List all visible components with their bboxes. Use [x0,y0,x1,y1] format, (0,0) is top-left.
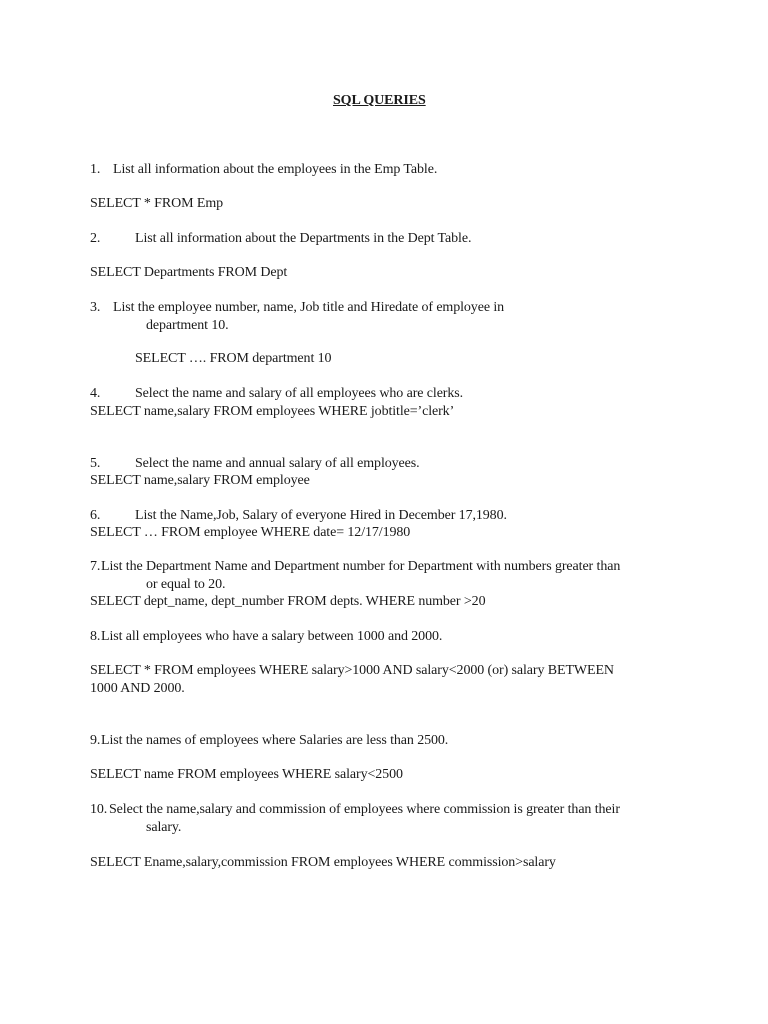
sql-answer: SELECT … FROM employee WHERE date= 12/17/1980 [90,525,411,540]
question-text-continued: department 10. [146,318,229,333]
question-text: List all information about the Departments in the Dept Table. [135,231,472,246]
question-text-continued: salary. [146,820,182,835]
sql-answer: SELECT name,salary FROM employees WHERE jobtitle=’clerk’ [90,404,455,419]
question-number: 7. [90,559,101,574]
sql-answer: SELECT * FROM employees WHERE salary>1000 AND salary<2000 (or) salary BETWEEN [90,663,614,678]
question-text: Select the name,salary and commission of employees where commission is greater than their [109,802,620,817]
question-number: 8. [90,629,101,644]
page-title: SQL QUERIES [333,93,426,108]
sql-answer-continued: 1000 AND 2000. [90,681,185,696]
sql-answer: SELECT …. FROM department 10 [135,351,332,366]
question-text: Select the name and salary of all employees who are clerks. [135,386,464,401]
question-text: List the names of employees where Salaries are less than 2500. [101,733,449,748]
question-text: List the employee number, name, Job title and Hiredate of employee in [113,300,505,315]
question-text: List the Name,Job, Salary of everyone Hired in December 17,1980. [135,508,507,523]
question-number: 2. [90,231,101,246]
question-text: Select the name and annual salary of all employees. [135,456,420,471]
question-number: 9. [90,733,101,748]
sql-answer: SELECT name FROM employees WHERE salary<2500 [90,767,403,782]
sql-answer: SELECT name,salary FROM employee [90,473,310,488]
question-number: 5. [90,456,101,471]
question-text: List all information about the employees in the Emp Table. [113,162,438,177]
sql-answer: SELECT Ename,salary,commission FROM employees WHERE commission>salary [90,855,556,870]
question-number: 3. [90,300,101,315]
sql-answer: SELECT Departments FROM Dept [90,265,288,280]
question-number: 10. [90,802,108,817]
question-text: List the Department Name and Department number for Department with numbers greater than [101,559,621,574]
question-text: List all employees who have a salary between 1000 and 2000. [101,629,443,644]
question-text-continued: or equal to 20. [146,577,226,592]
question-number: 1. [90,162,101,177]
question-number: 4. [90,386,101,401]
sql-answer: SELECT dept_name, dept_number FROM depts. WHERE number >20 [90,594,486,609]
question-number: 6. [90,508,101,523]
sql-answer: SELECT * FROM Emp [90,196,224,211]
